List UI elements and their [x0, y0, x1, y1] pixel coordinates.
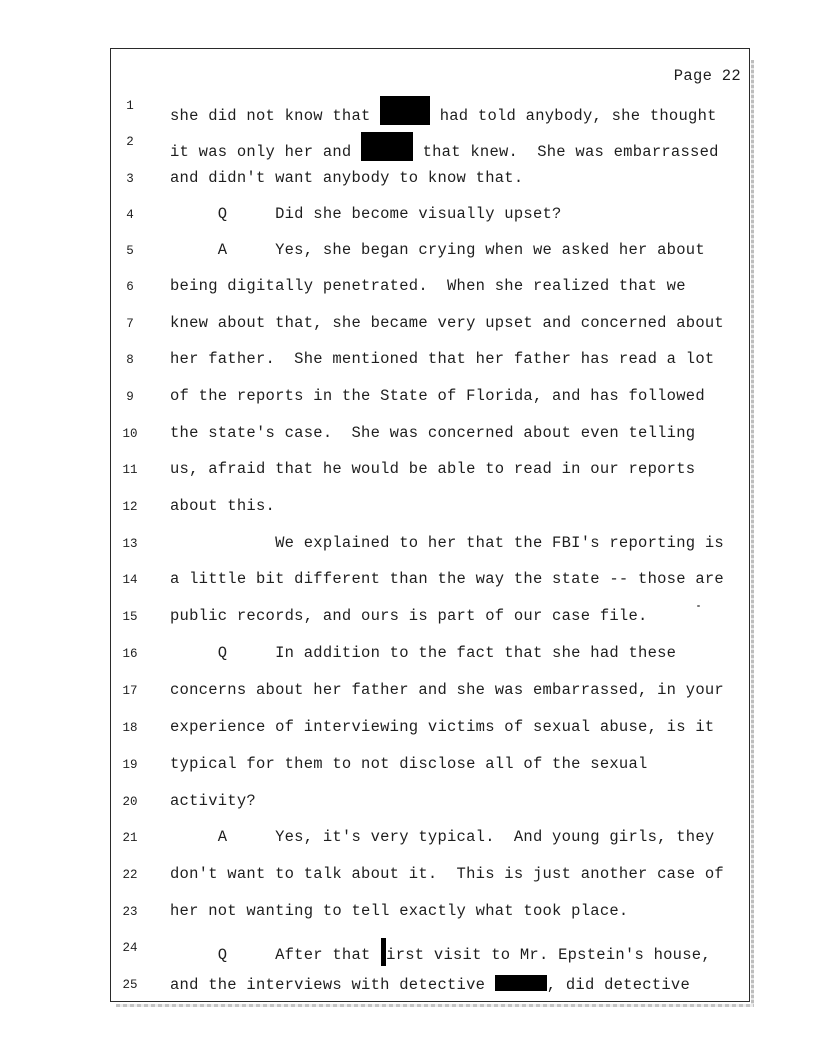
- line-text: A Yes, it's very typical. And young girls, they: [170, 828, 715, 846]
- line-number: 3: [126, 172, 134, 186]
- transcript-line-24: [0, 938, 823, 962]
- line-number: 20: [122, 795, 138, 809]
- line-number: 25: [122, 978, 138, 992]
- transcript-line-19: [0, 755, 823, 779]
- line-text: and the interviews with detective , did detective: [170, 976, 691, 994]
- line-number: 6: [126, 280, 134, 294]
- transcript-line-7: [0, 314, 823, 338]
- line-number: 15: [122, 610, 138, 624]
- line-text: of the reports in the State of Florida, and has followed: [170, 387, 705, 405]
- line-number: 10: [122, 427, 138, 441]
- transcript-line-11: [0, 460, 823, 484]
- line-text: typical for them to not disclose all of the sexual: [170, 755, 648, 773]
- line-number: 23: [122, 905, 138, 919]
- line-text: We explained to her that the FBI's reporting is: [170, 534, 724, 552]
- line-number: 2: [126, 135, 134, 149]
- transcript-line-2: [0, 132, 823, 161]
- transcript-line-12: [0, 497, 823, 521]
- line-number: 22: [122, 868, 138, 882]
- transcript-line-23: [0, 902, 823, 926]
- transcript-line-1: [0, 96, 823, 125]
- transcript-line-22: [0, 865, 823, 889]
- line-text: public records, and ours is part of our case file.: [170, 607, 648, 625]
- redaction-block: [380, 96, 430, 125]
- line-text: and didn't want anybody to know that.: [170, 169, 524, 187]
- line-text: experience of interviewing victims of sexual abuse, is it: [170, 718, 715, 736]
- transcript-line-18: [0, 718, 823, 742]
- transcript-line-10: [0, 424, 823, 448]
- line-number: 21: [122, 831, 138, 845]
- line-number: 4: [126, 208, 134, 222]
- line-text: her father. She mentioned that her father has read a lot: [170, 350, 715, 368]
- line-text: activity?: [170, 792, 256, 810]
- line-text: A Yes, she began crying when we asked her about: [170, 241, 705, 259]
- line-number: 18: [122, 721, 138, 735]
- line-number: 24: [122, 941, 138, 955]
- line-text: the state's case. She was concerned about even telling: [170, 424, 696, 442]
- line-number: 9: [126, 390, 134, 404]
- line-text: being digitally penetrated. When she realized that we: [170, 277, 686, 295]
- line-number: 7: [126, 317, 134, 331]
- line-text: Q In addition to the fact that she had these: [170, 644, 677, 662]
- line-number: 11: [122, 463, 138, 477]
- line-number: 19: [122, 758, 138, 772]
- line-number: 12: [122, 500, 138, 514]
- line-text: knew about that, she became very upset and concerned about: [170, 314, 724, 332]
- line-text: a little bit different than the way the state -- those are: [170, 570, 724, 588]
- line-text: Q Did she become visually upset?: [170, 205, 562, 223]
- line-text: about this.: [170, 497, 276, 515]
- transcript-line-20: [0, 792, 823, 816]
- line-text: her not wanting to tell exactly what took place.: [170, 902, 629, 920]
- page-number: Page 22: [673, 67, 741, 85]
- frame-right-edge: [751, 60, 754, 1004]
- frame-bottom-edge: [116, 1004, 754, 1007]
- transcript-line-14: [0, 570, 823, 594]
- transcript-line-6: [0, 277, 823, 301]
- line-text: concerns about her father and she was embarrassed, in your: [170, 681, 724, 699]
- redaction-block: [361, 132, 413, 161]
- transcript-line-21: [0, 828, 823, 852]
- line-text: Q After that irst visit to Mr. Epstein's house,: [170, 938, 711, 966]
- line-number: 16: [122, 647, 138, 661]
- transcript-line-5: [0, 241, 823, 265]
- transcript-line-17: [0, 681, 823, 705]
- redaction-block: [495, 975, 547, 991]
- line-number: 13: [122, 537, 138, 551]
- transcript-line-15: [0, 607, 823, 631]
- transcript-line-3: [0, 169, 823, 193]
- line-text: it was only her and that knew. She was embarrassed: [170, 132, 719, 161]
- transcript-line-13: [0, 534, 823, 558]
- line-number: 14: [122, 573, 138, 587]
- line-number: 17: [122, 684, 138, 698]
- transcript-line-16: [0, 644, 823, 668]
- line-text: she did not know that had told anybody, she thought: [170, 96, 717, 125]
- line-text: us, afraid that he would be able to read in our reports: [170, 460, 696, 478]
- transcript-line-25: [0, 975, 823, 999]
- transcript-line-8: [0, 350, 823, 374]
- transcript-line-4: [0, 205, 823, 229]
- line-number: 5: [126, 244, 134, 258]
- line-number: 8: [126, 353, 134, 367]
- transcript-line-9: [0, 387, 823, 411]
- line-number: 1: [126, 99, 134, 113]
- line-text: don't want to talk about it. This is just another case of: [170, 865, 724, 883]
